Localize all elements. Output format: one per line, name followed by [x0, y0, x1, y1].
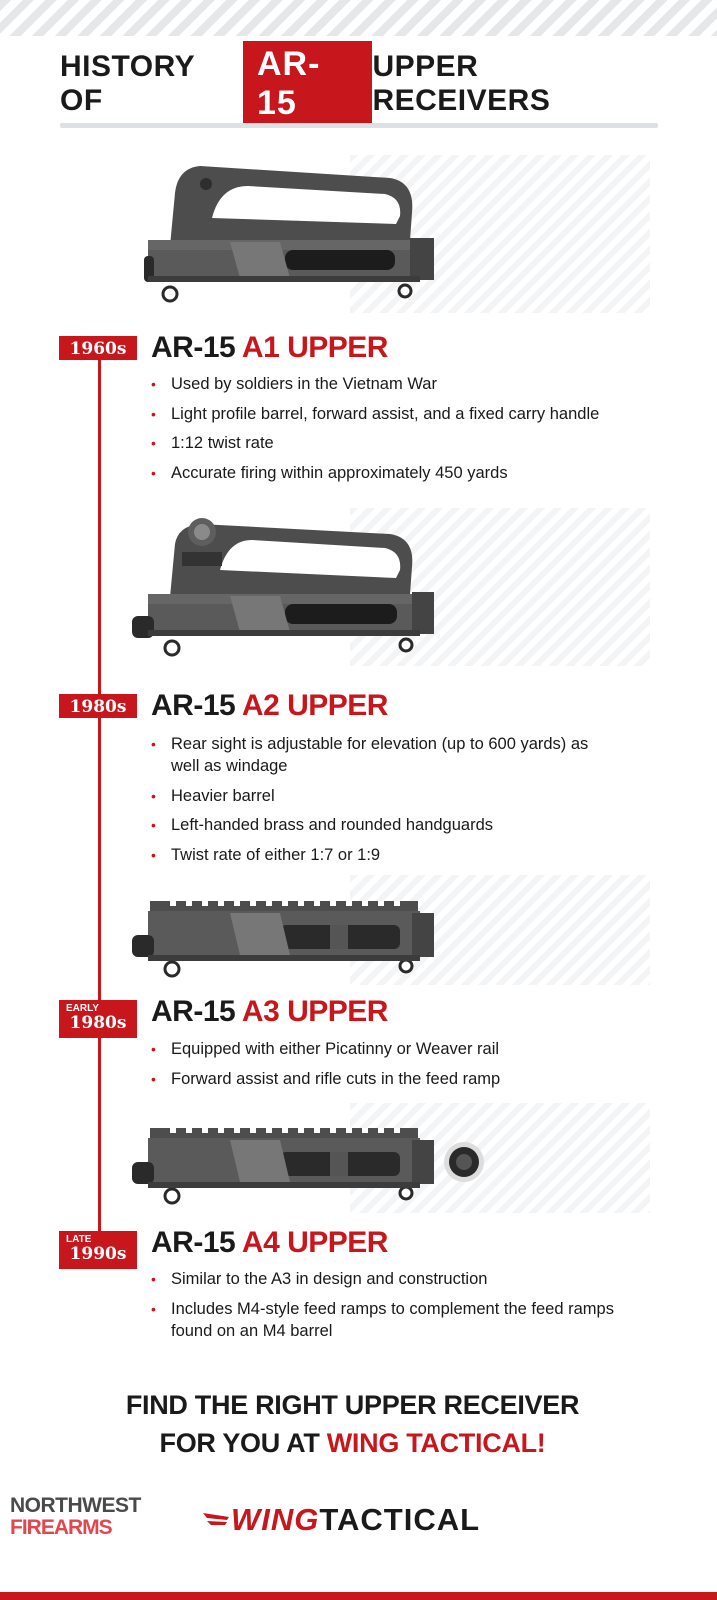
bottom-accent-bar: [0, 1592, 717, 1600]
title-red: A1 UPPER: [241, 331, 388, 364]
logo-tactical: TACTICAL: [319, 1502, 481, 1537]
page-title: [60, 45, 660, 122]
bullet-text: Light profile barrel, forward assist, and a fixed carry handle: [171, 404, 600, 423]
title-red: A4 UPPER: [241, 1226, 388, 1259]
wing-tactical-logo[interactable]: [203, 1500, 480, 1540]
logo-wing: WING: [231, 1502, 320, 1537]
bullet-icon: •: [151, 817, 156, 833]
title-pre: HISTORY OF: [60, 50, 195, 117]
title-divider: [60, 123, 658, 128]
era-year: 1960s: [69, 339, 127, 359]
bullet-text: Used by soldiers in the Vietnam War: [171, 375, 437, 393]
bullet-icon: •: [151, 846, 156, 863]
bullet-text: Equipped with either Picatinny or Weaver rail: [171, 1040, 500, 1058]
title-black: AR-15: [151, 331, 242, 364]
bullet-text: Twist rate of either 1:7 or 1:9: [171, 845, 381, 864]
title-red: A3 UPPER: [241, 995, 388, 1028]
list-item: [151, 462, 671, 484]
bullet-icon: •: [151, 464, 156, 481]
bullet-list-a2: [151, 733, 621, 873]
a3-upper-receiver-image: [130, 893, 440, 983]
title-red: A2 UPPER: [241, 689, 388, 722]
era-year: 1980s: [69, 1013, 127, 1033]
bullet-icon: •: [151, 1271, 156, 1287]
cta-line-2: [0, 1424, 705, 1462]
era-prefix: LATE: [66, 1234, 92, 1245]
bullet-text: Left-handed brass and rounded handguards: [171, 816, 493, 834]
bullet-text: Rear sight is adjustable for elevation (up to 600 yards) as well as windage: [171, 735, 589, 775]
list-item: [151, 373, 671, 395]
bullet-icon: •: [151, 405, 156, 422]
list-item: [151, 432, 671, 454]
era-prefix: EARLY: [66, 1003, 99, 1014]
list-item: [151, 1268, 631, 1290]
bullet-text: Heavier barrel: [171, 786, 275, 805]
top-stripe-banner: [0, 0, 717, 36]
era-badge-late-1990s: [59, 1231, 137, 1269]
bullet-icon: •: [151, 736, 156, 752]
call-to-action: [0, 1386, 705, 1462]
bullet-text: 1:12 twist rate: [171, 434, 274, 452]
bullet-icon: •: [151, 1070, 156, 1087]
era-year: 1980s: [69, 697, 127, 717]
bullet-icon: •: [151, 1041, 156, 1057]
logo-line-1: NORTHWEST: [10, 1494, 141, 1517]
era-badge-early-1980s: [59, 1000, 137, 1038]
bullet-icon: •: [151, 435, 156, 451]
section-title-a3: [151, 995, 388, 1029]
era-badge-1980s: [59, 694, 137, 718]
bullet-list-a4: [151, 1268, 631, 1349]
title-highlight: AR-15: [243, 41, 372, 127]
bullet-icon: •: [151, 376, 156, 392]
a4-upper-receiver-image: [130, 1120, 490, 1210]
bullet-text: Includes M4-style feed ramps to complement the feed ramps found on an M4 barrel: [171, 1299, 614, 1340]
list-item: [151, 1068, 671, 1090]
bullet-text: Accurate firing within approximately 450 yards: [171, 463, 508, 482]
wing-icon: [203, 1511, 229, 1529]
title-black: AR-15: [151, 1226, 242, 1259]
list-item: [151, 844, 621, 866]
bullet-icon: •: [151, 1300, 156, 1317]
section-title-a4: [151, 1226, 388, 1260]
bullet-list-a3: [151, 1038, 671, 1097]
a1-upper-receiver-image: [140, 158, 440, 308]
era-badge-1960s: [59, 336, 137, 360]
bullet-list-a1: [151, 373, 671, 491]
list-item: [151, 1038, 671, 1060]
section-title-a2: [151, 689, 388, 723]
cta-line-1: FIND THE RIGHT UPPER RECEIVER: [125, 1390, 580, 1420]
title-black: AR-15: [151, 995, 242, 1028]
era-year: 1990s: [69, 1244, 127, 1264]
northwest-firearms-logo[interactable]: [10, 1495, 155, 1538]
bullet-text: Forward assist and rifle cuts in the feed ramp: [171, 1069, 501, 1088]
list-item: [151, 814, 621, 836]
list-item: [151, 403, 671, 425]
list-item: [151, 1298, 631, 1342]
timeline-line: [98, 360, 101, 1265]
section-title-a1: [151, 331, 388, 365]
bullet-text: Similar to the A3 in design and construction: [171, 1270, 488, 1288]
title-post: UPPER RECEIVERS: [372, 50, 551, 117]
cta-line-2-black: FOR YOU AT: [159, 1428, 327, 1458]
title-black: AR-15: [151, 689, 242, 722]
cta-line-2-red: WING TACTICAL!: [326, 1428, 546, 1458]
a2-upper-receiver-image: [130, 512, 440, 662]
bullet-icon: •: [151, 787, 156, 804]
list-item: [151, 733, 621, 777]
logo-line-2: FIREARMS: [10, 1516, 112, 1539]
list-item: [151, 785, 621, 807]
